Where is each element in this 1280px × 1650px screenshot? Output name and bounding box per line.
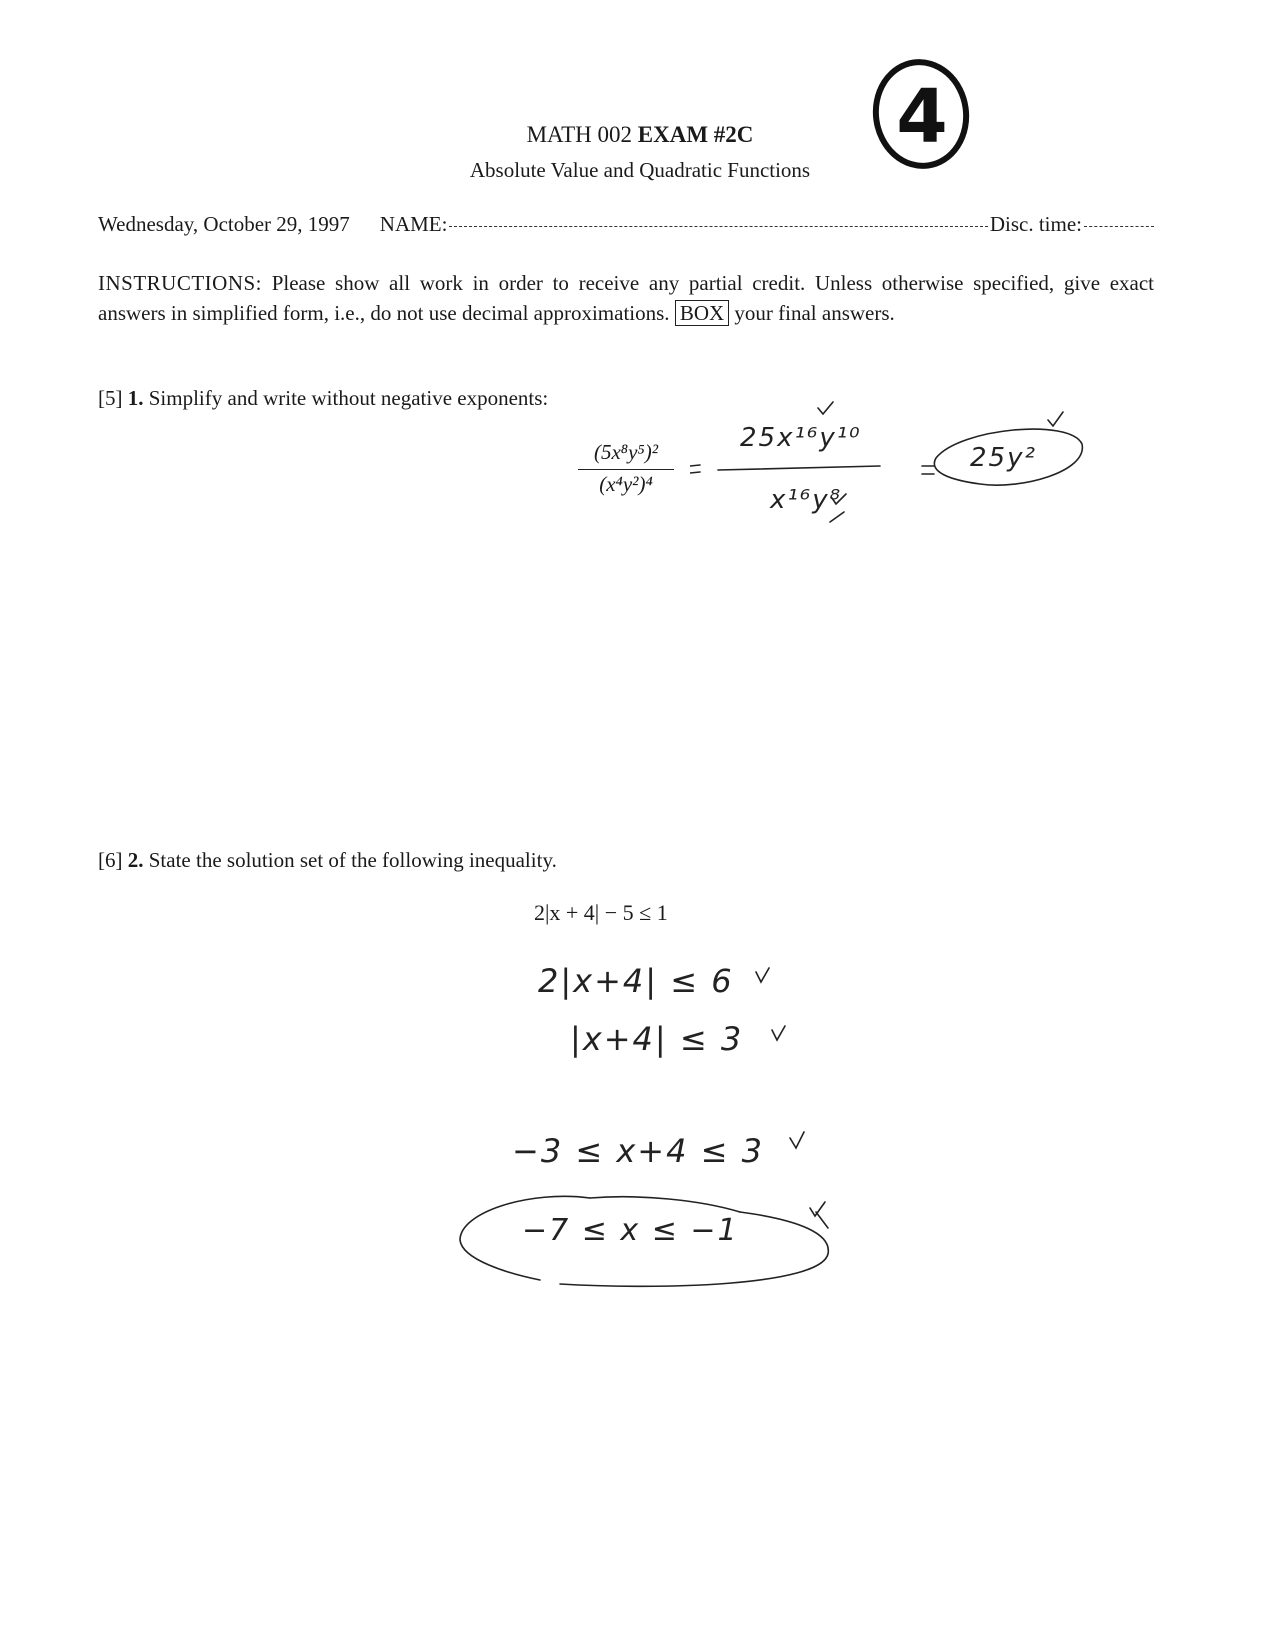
work-step-1: 2|x+4| ≤ 6 [538,962,734,1000]
final-answer-2: −7 ≤ x ≤ −1 [522,1213,739,1248]
problem-2-inequality: 2|x + 4| − 5 ≤ 1 [534,900,668,925]
work-denominator: x¹⁶y⁸ [770,485,843,515]
exam-date: Wednesday, October 29, 1997 [98,212,350,236]
score-circle [866,54,976,174]
instructions-tail: your final answers. [734,301,895,325]
problem-1-number: 1. [127,386,144,410]
score-value: 4 [896,74,948,160]
expression-numerator: (5x⁸y⁵)² [578,440,674,470]
final-answer-1: 25y² [970,443,1037,473]
expression-denominator: (x⁴y²)⁴ [599,472,653,496]
course-code: MATH 002 [526,122,633,147]
problem-2-points: [6] [98,848,123,872]
problem-1-handwork [690,398,1110,548]
work-numerator: 25x¹⁶y¹⁰ [740,423,862,453]
info-line [98,212,1154,237]
problem-1-expression [578,440,674,497]
box-word: BOX [675,300,729,326]
work-step-3: −3 ≤ x+4 ≤ 3 [512,1132,764,1170]
problem-2-text: State the solution set of the following inequality. [148,848,557,872]
instructions [98,268,1154,328]
problem-1-prompt [98,386,548,411]
problem-2-prompt [98,848,557,873]
disc-time-label: Disc. time: [989,212,1082,236]
exam-code: EXAM #2C [637,122,754,147]
exam-title [0,122,1280,148]
problem-1-text: Simplify and write without negative exponents: [148,386,549,410]
work-step-2: |x+4| ≤ 3 [570,1020,744,1058]
name-label: NAME: [379,212,448,236]
instructions-text: Please show all work in order to receive any partial credit. Unless otherwise specified, give exact answers in simplified form, i.e., do not use decimal approximations. [98,271,1154,325]
problem-2-number: 2. [127,848,144,872]
problem-2-handwork [440,950,860,1310]
instructions-label: INSTRUCTIONS: [98,271,263,295]
problem-1-points: [5] [98,386,123,410]
name-blank[interactable] [449,225,987,227]
exam-subtitle: Absolute Value and Quadratic Functions [469,158,811,182]
disc-time-blank[interactable] [1084,225,1154,227]
